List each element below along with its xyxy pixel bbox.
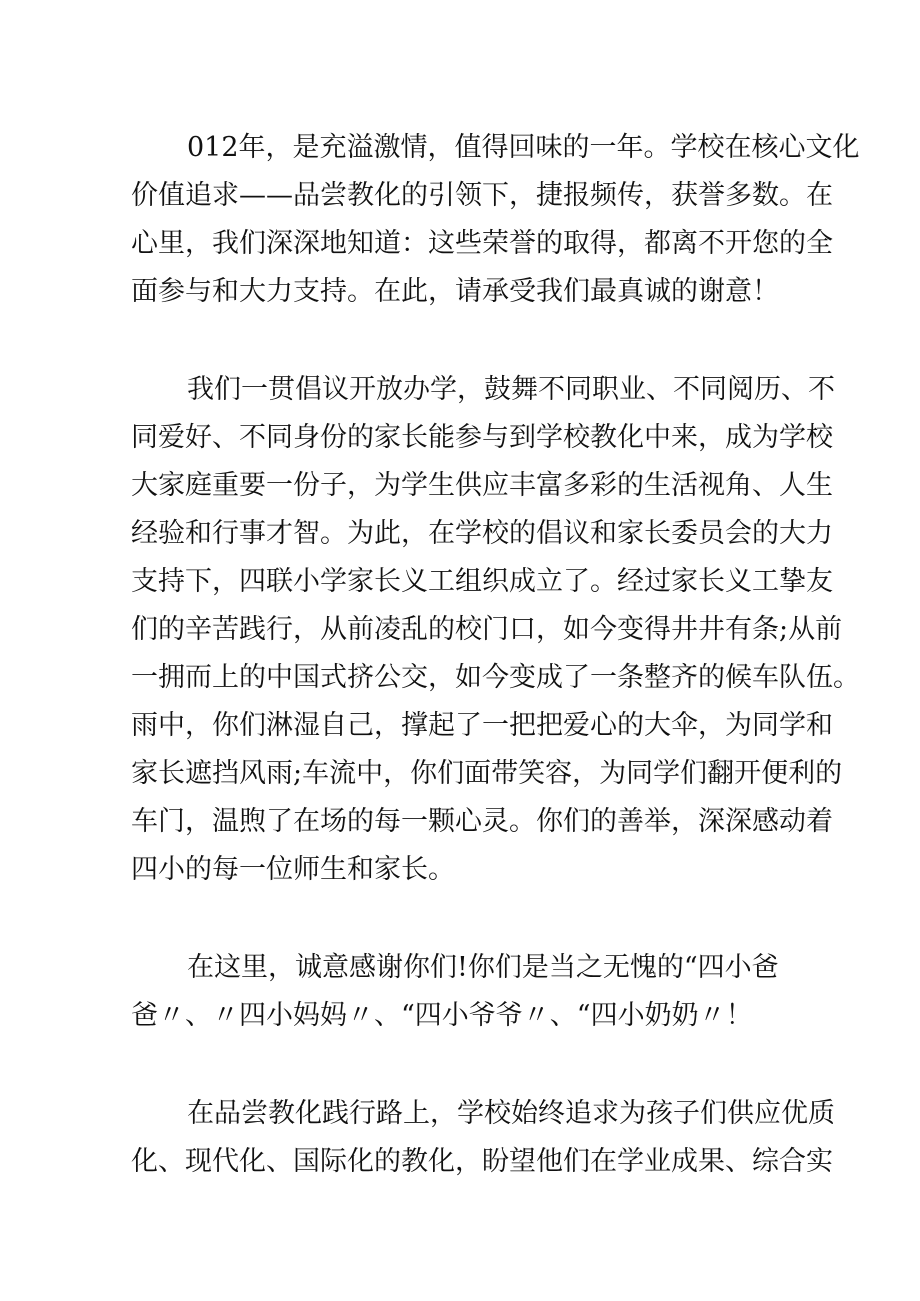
paragraph-line: 家长遮挡风雨;车流中，你们面带笑容，为同学们翻开便利的 xyxy=(131,758,843,789)
paragraph-1 xyxy=(131,124,860,316)
paragraph-line: 同爱好、不同身份的家长能参与到学校教化中来，成为学校 xyxy=(131,422,833,453)
paragraph-line: 我们一贯倡议开放办学，鼓舞不同职业、不同阅历、不 xyxy=(187,374,835,405)
paragraph-line: 四小的每一位师生和家长。 xyxy=(131,854,455,885)
paragraph-3 xyxy=(131,944,803,1040)
paragraph-line: 一拥而上的中国式挤公交，如今变成了一条整齐的候车队伍。 xyxy=(131,662,860,693)
paragraph-line: 车门，温煦了在场的每一颗心灵。你们的善举，深深感动着 xyxy=(131,806,833,837)
paragraph-4 xyxy=(131,1090,835,1186)
paragraph-line: 面参与和大力支持。在此，请承受我们最真诚的谢意！ xyxy=(131,276,779,307)
paragraph-line: 雨中，你们淋湿自己，撑起了一把把爱心的大伞，为同学和 xyxy=(131,710,833,741)
paragraph-line: 化、现代化、国际化的教化，盼望他们在学业成果、综合实 xyxy=(131,1146,833,1177)
paragraph-line: 经验和行事才智。为此，在学校的倡议和家长委员会的大力 xyxy=(131,518,833,549)
paragraph-line: 在这里，诚意感谢你们!你们是当之无愧的“四小爸 xyxy=(187,952,779,983)
paragraph-line: 价值追求——品尝教化的引领下，捷报频传，获誉多数。在 xyxy=(131,180,833,211)
paragraph-line: 012年，是充溢激情，值得回味的一年。学校在核心文化 xyxy=(187,132,860,163)
paragraph-line: 心里，我们深深地知道：这些荣誉的取得，都离不开您的全 xyxy=(131,228,833,259)
paragraph-line: 大家庭重要一份子，为学生供应丰富多彩的生活视角、人生 xyxy=(131,470,833,501)
paragraph-2 xyxy=(131,366,860,894)
paragraph-line: 支持下，四联小学家长义工组织成立了。经过家长义工挚友 xyxy=(131,566,833,597)
paragraph-line: 们的辛苦践行，从前凌乱的校门口，如今变得井井有条;从前 xyxy=(131,614,843,645)
paragraph-line: 在品尝教化践行路上，学校始终追求为孩子们供应优质 xyxy=(187,1098,835,1129)
paragraph-line: 爸〃、〃四小妈妈〃、“四小爷爷〃、“四小奶奶〃！ xyxy=(131,1000,753,1031)
